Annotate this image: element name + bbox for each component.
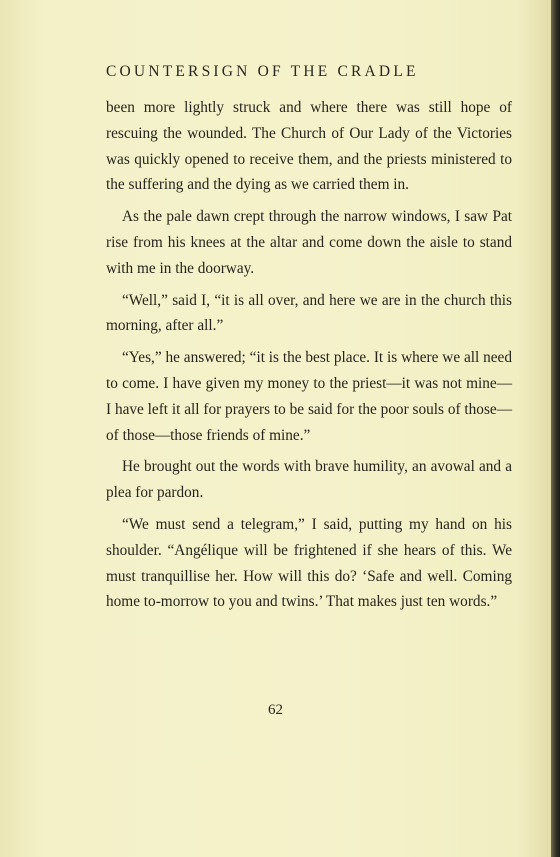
paragraph: “We must send a telegram,” I said, putting my hand on his shoulder. “Angélique will be frightened if she hears of this. We must tranquillise her. How will this do? ‘Safe and well. Coming home to-morrow to you and twins.’ That makes just ten words.” [106,515,512,611]
page-number: 62 [268,702,283,718]
paragraph: As the pale dawn crept through the narrow windows, I saw Pat rise from his knees at the altar and come down the aisle to stand with me in the doorway. [106,208,512,277]
paragraph: “Well,” said I, “it is all over, and here we are in the church this morning, after all.” [106,291,512,335]
body-text [106,95,512,621]
page-edge-shadow [551,0,560,857]
paragraph: “Yes,” he answered; “it is the best place. It is where we all need to come. I have given my money to the priest—it was not mine—I have left it all for prayers to be said for the poor souls of those—of those—those friends of mine.” [106,349,512,444]
paragraph-continued: been more lightly struck and where there was still hope of rescuing the wounded. The Church of Our Lady of the Victories was quickly opened to receive them, and the priests ministered to the suffering and the dying as we carried them in. [106,99,512,194]
paragraph: He brought out the words with brave humility, an avowal and a plea for pardon. [106,458,512,502]
running-head: COUNTERSIGN OF THE CRADLE [106,63,419,80]
